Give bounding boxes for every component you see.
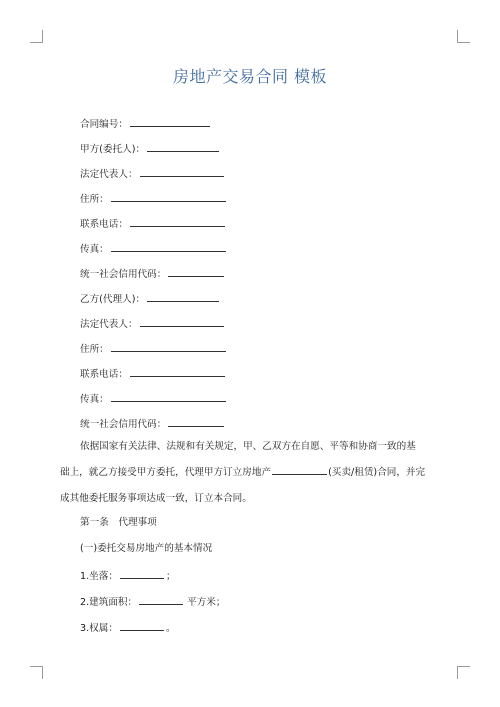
field-fax-a: [80, 241, 226, 257]
fill-blank: [140, 316, 224, 327]
item-label: 1.坐落：: [80, 571, 118, 582]
intro-line-1: [60, 434, 440, 460]
field-label: 乙方(代理人)：: [80, 294, 146, 305]
section-heading: (一)委托交易房地产的基本情况: [80, 543, 213, 554]
intro-line-3: [60, 486, 440, 512]
item-suffix: ；: [165, 571, 176, 582]
field-label: 甲方(委托人)：: [80, 144, 146, 155]
item-location: [80, 568, 176, 584]
field-legal-rep-b: [80, 316, 224, 332]
field-party-a: [80, 141, 219, 157]
field-fax-b: [80, 391, 226, 407]
item-suffix: 平方米；: [187, 597, 226, 608]
fill-blank: [111, 241, 226, 252]
field-address-a: [80, 191, 226, 207]
field-label: 住所：: [80, 194, 109, 205]
fill-blank: [168, 416, 224, 427]
crop-mark-top-right: [457, 30, 470, 43]
field-address-b: [80, 341, 226, 357]
fill-blank: [120, 568, 164, 579]
crop-mark-bottom-right: [457, 666, 470, 679]
field-label: 合同编号：: [80, 119, 128, 130]
fill-blank: [272, 464, 327, 475]
fill-blank: [147, 141, 219, 152]
field-credit-code-b: [80, 416, 224, 432]
crop-mark-bottom-left: [30, 666, 43, 679]
fill-blank: [111, 191, 226, 202]
intro-paragraph: [60, 434, 440, 512]
field-phone-b: [80, 366, 225, 382]
fill-blank: [139, 594, 183, 605]
item-area: [80, 594, 226, 610]
article-heading: 第一条 代理事项: [80, 517, 157, 528]
item-ownership: [80, 620, 176, 636]
fill-blank: [130, 366, 225, 377]
field-label: 法定代表人：: [80, 319, 138, 330]
field-phone-a: [80, 216, 225, 232]
field-label: 法定代表人：: [80, 169, 138, 180]
intro-text: 成其他委托服务事项达成一致，订立本合同。: [60, 493, 252, 504]
field-party-b: [80, 291, 219, 307]
field-credit-code-a: [80, 266, 224, 282]
fill-blank: [130, 116, 210, 127]
fill-blank: [140, 166, 224, 177]
item-label: 2.建筑面积：: [80, 597, 138, 608]
item-suffix: 。: [165, 623, 176, 634]
field-contract-number: [80, 116, 210, 132]
fill-blank: [168, 266, 224, 277]
fill-blank: [111, 341, 226, 352]
field-label: 联系电话：: [80, 369, 128, 380]
field-label: 统一社会信用代码：: [80, 269, 167, 280]
fill-blank: [111, 391, 226, 402]
item-label: 3.权属：: [80, 623, 118, 634]
field-label: 传真：: [80, 244, 109, 255]
fill-blank: [130, 216, 225, 227]
intro-text: 础上，就乙方接受甲方委托，代理甲方订立房地产: [60, 467, 272, 478]
intro-text: 依据国家有关法律、法规和有关规定，甲、乙双方在自愿、平等和协商一致的基: [80, 441, 416, 452]
intro-line-2: [60, 460, 440, 486]
intro-text: (买卖/租赁)合同，并完: [328, 467, 426, 478]
document-title: 房地产交易合同 模板: [172, 67, 328, 86]
field-legal-rep-a: [80, 166, 224, 182]
fill-blank: [120, 620, 164, 631]
field-label: 统一社会信用代码：: [80, 419, 167, 430]
field-label: 住所：: [80, 344, 109, 355]
field-label: 联系电话：: [80, 219, 128, 230]
field-label: 传真：: [80, 394, 109, 405]
crop-mark-top-left: [30, 30, 43, 43]
fill-blank: [147, 291, 219, 302]
